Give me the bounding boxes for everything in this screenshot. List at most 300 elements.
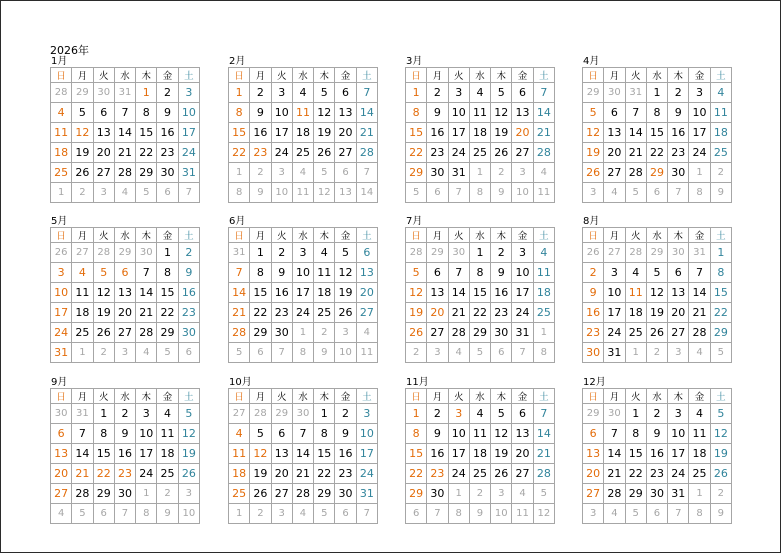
day-cell: 10 <box>271 103 292 123</box>
day-cell-adjacent: 8 <box>136 504 157 524</box>
day-cell: 25 <box>469 464 490 484</box>
week-row <box>51 323 200 343</box>
day-cell: 17 <box>448 444 469 464</box>
day-cell: 30 <box>157 163 178 183</box>
day-cell: 27 <box>93 163 114 183</box>
day-cell: 31 <box>356 484 377 504</box>
day-cell: 1 <box>625 404 646 424</box>
day-cell: 16 <box>271 283 292 303</box>
day-cell-adjacent: 8 <box>292 343 313 363</box>
day-cell: 16 <box>250 123 271 143</box>
day-cell-adjacent: 7 <box>668 504 689 524</box>
month-calendar <box>228 216 378 363</box>
day-cell-adjacent: 3 <box>491 484 512 504</box>
weekday-header: 月 <box>250 68 271 83</box>
day-cell: 12 <box>93 283 114 303</box>
day-cell: 18 <box>469 444 490 464</box>
day-cell: 18 <box>229 464 250 484</box>
day-cell: 12 <box>583 123 604 143</box>
weekday-header: 日 <box>406 389 427 404</box>
day-cell-adjacent: 30 <box>668 243 689 263</box>
day-cell: 8 <box>250 263 271 283</box>
day-cell: 1 <box>710 243 731 263</box>
day-cell: 31 <box>668 484 689 504</box>
day-cell-adjacent: 29 <box>646 243 667 263</box>
month-grid <box>405 227 555 363</box>
weekday-header: 金 <box>689 68 710 83</box>
day-cell-adjacent: 30 <box>93 83 114 103</box>
week-row <box>406 283 555 303</box>
day-cell: 22 <box>250 303 271 323</box>
day-cell: 10 <box>512 263 533 283</box>
day-cell: 25 <box>710 143 731 163</box>
day-cell: 2 <box>178 243 199 263</box>
day-cell: 22 <box>646 143 667 163</box>
weekday-header: 金 <box>689 228 710 243</box>
month-calendar <box>405 56 555 203</box>
week-row <box>406 303 555 323</box>
day-cell-adjacent: 14 <box>356 183 377 203</box>
day-cell: 11 <box>469 424 490 444</box>
day-cell: 27 <box>583 484 604 504</box>
day-cell: 17 <box>178 123 199 143</box>
day-cell: 1 <box>469 243 490 263</box>
week-row <box>229 424 378 444</box>
day-cell: 26 <box>406 323 427 343</box>
month-label: 9月 <box>51 377 68 388</box>
day-cell: 7 <box>72 424 93 444</box>
day-cell: 21 <box>625 143 646 163</box>
month-label: 12月 <box>583 377 606 388</box>
day-cell: 11 <box>51 123 72 143</box>
day-cell: 16 <box>427 444 448 464</box>
day-cell: 29 <box>157 323 178 343</box>
weekday-header-row <box>229 68 378 83</box>
day-cell: 21 <box>356 123 377 143</box>
day-cell: 25 <box>625 323 646 343</box>
weekday-header: 土 <box>356 389 377 404</box>
day-cell: 25 <box>292 143 313 163</box>
day-cell-adjacent: 29 <box>427 243 448 263</box>
day-cell-adjacent: 6 <box>491 343 512 363</box>
day-cell: 8 <box>157 263 178 283</box>
day-cell: 22 <box>314 464 335 484</box>
day-cell: 30 <box>271 323 292 343</box>
day-cell: 8 <box>406 424 427 444</box>
weekday-header: 月 <box>427 389 448 404</box>
week-row <box>51 303 200 323</box>
day-cell: 18 <box>625 303 646 323</box>
day-cell: 9 <box>668 103 689 123</box>
day-cell: 20 <box>512 444 533 464</box>
weekday-header: 火 <box>448 228 469 243</box>
week-row <box>229 404 378 424</box>
day-cell: 15 <box>136 123 157 143</box>
day-cell-adjacent: 9 <box>491 183 512 203</box>
day-cell: 12 <box>72 123 93 143</box>
day-cell: 23 <box>583 323 604 343</box>
day-cell: 3 <box>604 263 625 283</box>
month-grid <box>582 67 732 203</box>
day-cell: 11 <box>533 263 554 283</box>
day-cell-adjacent: 4 <box>604 504 625 524</box>
day-cell: 29 <box>406 484 427 504</box>
weekday-header: 水 <box>292 68 313 83</box>
day-cell: 13 <box>271 444 292 464</box>
day-cell: 5 <box>491 404 512 424</box>
day-cell: 15 <box>314 444 335 464</box>
day-cell: 10 <box>689 103 710 123</box>
day-cell: 19 <box>72 143 93 163</box>
day-cell: 5 <box>250 424 271 444</box>
day-cell: 21 <box>448 303 469 323</box>
week-row <box>229 343 378 363</box>
day-cell: 20 <box>512 123 533 143</box>
day-cell-adjacent: 26 <box>583 243 604 263</box>
weekday-header: 火 <box>271 389 292 404</box>
day-cell: 8 <box>469 263 490 283</box>
weekday-header-row <box>406 389 555 404</box>
day-cell-adjacent: 29 <box>271 404 292 424</box>
day-cell: 12 <box>710 424 731 444</box>
month-label: 3月 <box>406 56 423 67</box>
day-cell: 28 <box>136 323 157 343</box>
day-cell: 11 <box>157 424 178 444</box>
day-cell: 18 <box>292 123 313 143</box>
day-cell-adjacent: 4 <box>51 504 72 524</box>
day-cell: 15 <box>710 283 731 303</box>
day-cell-adjacent: 2 <box>314 323 335 343</box>
day-cell: 29 <box>136 163 157 183</box>
day-cell-adjacent: 9 <box>250 183 271 203</box>
month-calendar <box>582 216 732 363</box>
day-cell: 6 <box>114 263 135 283</box>
month-grid <box>582 227 732 363</box>
day-cell-adjacent: 1 <box>448 484 469 504</box>
weekday-header: 日 <box>583 389 604 404</box>
day-cell: 25 <box>689 464 710 484</box>
day-cell: 29 <box>250 323 271 343</box>
day-cell: 27 <box>51 484 72 504</box>
weekday-header: 水 <box>114 68 135 83</box>
day-cell: 3 <box>292 243 313 263</box>
weekday-header-row <box>406 68 555 83</box>
day-cell: 6 <box>356 243 377 263</box>
week-row <box>229 123 378 143</box>
day-cell: 5 <box>93 263 114 283</box>
weekday-header: 日 <box>406 68 427 83</box>
day-cell: 4 <box>72 263 93 283</box>
weekday-header: 木 <box>668 228 689 243</box>
weekday-header: 日 <box>229 228 250 243</box>
day-cell: 12 <box>335 263 356 283</box>
day-cell-adjacent: 11 <box>512 504 533 524</box>
day-cell: 25 <box>533 303 554 323</box>
day-cell: 8 <box>229 103 250 123</box>
day-cell: 29 <box>625 484 646 504</box>
day-cell: 20 <box>356 283 377 303</box>
day-cell-adjacent: 30 <box>448 243 469 263</box>
day-cell: 27 <box>356 303 377 323</box>
day-cell: 13 <box>668 283 689 303</box>
day-cell: 7 <box>114 103 135 123</box>
week-row <box>406 143 555 163</box>
week-row <box>583 404 732 424</box>
day-cell: 5 <box>406 263 427 283</box>
day-cell: 15 <box>469 283 490 303</box>
day-cell: 18 <box>51 143 72 163</box>
weekday-header: 水 <box>646 68 667 83</box>
day-cell: 20 <box>583 464 604 484</box>
week-row <box>406 444 555 464</box>
weekday-header: 水 <box>114 389 135 404</box>
week-row <box>51 243 200 263</box>
day-cell: 7 <box>356 83 377 103</box>
weekday-header-row <box>583 68 732 83</box>
day-cell: 6 <box>427 263 448 283</box>
week-row <box>51 163 200 183</box>
week-row <box>229 163 378 183</box>
day-cell: 23 <box>427 464 448 484</box>
day-cell-adjacent: 30 <box>604 404 625 424</box>
day-cell: 3 <box>356 404 377 424</box>
day-cell: 26 <box>335 303 356 323</box>
day-cell: 27 <box>427 323 448 343</box>
day-cell-adjacent: 3 <box>583 504 604 524</box>
day-cell: 12 <box>250 444 271 464</box>
day-cell-adjacent: 7 <box>448 183 469 203</box>
day-cell: 24 <box>604 323 625 343</box>
day-cell: 18 <box>157 444 178 464</box>
month-calendar <box>582 56 732 203</box>
day-cell: 27 <box>114 323 135 343</box>
day-cell: 28 <box>533 464 554 484</box>
day-cell-adjacent: 28 <box>93 243 114 263</box>
day-cell: 1 <box>229 83 250 103</box>
week-row <box>229 103 378 123</box>
day-cell: 5 <box>646 263 667 283</box>
day-cell: 9 <box>583 283 604 303</box>
day-cell: 4 <box>469 404 490 424</box>
day-cell-adjacent: 27 <box>229 404 250 424</box>
day-cell-adjacent: 8 <box>229 183 250 203</box>
weekday-header-row <box>51 389 200 404</box>
day-cell: 19 <box>583 143 604 163</box>
day-cell-adjacent: 1 <box>689 163 710 183</box>
day-cell: 2 <box>427 83 448 103</box>
day-cell: 19 <box>710 444 731 464</box>
month-calendar <box>50 377 200 524</box>
week-row <box>229 283 378 303</box>
week-row <box>583 323 732 343</box>
day-cell: 31 <box>178 163 199 183</box>
weekday-header: 月 <box>72 228 93 243</box>
day-cell: 22 <box>406 143 427 163</box>
weekday-header: 月 <box>604 389 625 404</box>
day-cell: 18 <box>314 283 335 303</box>
day-cell: 24 <box>51 323 72 343</box>
day-cell: 11 <box>625 283 646 303</box>
day-cell: 23 <box>335 464 356 484</box>
day-cell: 1 <box>406 404 427 424</box>
day-cell: 30 <box>335 484 356 504</box>
day-cell: 20 <box>604 143 625 163</box>
weekday-header: 日 <box>406 228 427 243</box>
day-cell: 24 <box>448 143 469 163</box>
day-cell: 12 <box>646 283 667 303</box>
day-cell: 10 <box>668 424 689 444</box>
weekday-header: 金 <box>689 389 710 404</box>
day-cell-adjacent: 30 <box>51 404 72 424</box>
day-cell-adjacent: 4 <box>136 343 157 363</box>
day-cell: 13 <box>93 123 114 143</box>
day-cell: 13 <box>51 444 72 464</box>
week-row <box>229 484 378 504</box>
month-label: 7月 <box>406 216 423 227</box>
day-cell: 7 <box>604 424 625 444</box>
day-cell: 13 <box>356 263 377 283</box>
day-cell: 12 <box>406 283 427 303</box>
week-row <box>583 83 732 103</box>
day-cell: 2 <box>646 404 667 424</box>
day-cell: 20 <box>427 303 448 323</box>
month-calendar <box>50 216 200 363</box>
weekday-header: 日 <box>229 68 250 83</box>
day-cell: 7 <box>136 263 157 283</box>
day-cell: 22 <box>136 143 157 163</box>
day-cell-adjacent: 9 <box>710 183 731 203</box>
week-row <box>406 404 555 424</box>
weekday-header-row <box>229 389 378 404</box>
week-row <box>406 484 555 504</box>
weekday-header: 木 <box>136 389 157 404</box>
month-label: 11月 <box>406 377 429 388</box>
day-cell-adjacent: 2 <box>646 343 667 363</box>
weekday-header: 金 <box>512 389 533 404</box>
day-cell: 10 <box>604 283 625 303</box>
day-cell: 6 <box>271 424 292 444</box>
day-cell: 1 <box>406 83 427 103</box>
day-cell-adjacent: 5 <box>533 484 554 504</box>
day-cell-adjacent: 3 <box>583 183 604 203</box>
day-cell: 8 <box>710 263 731 283</box>
day-cell: 25 <box>469 143 490 163</box>
day-cell: 18 <box>469 123 490 143</box>
weekday-header: 土 <box>710 68 731 83</box>
day-cell: 22 <box>229 143 250 163</box>
day-cell: 1 <box>314 404 335 424</box>
day-cell: 20 <box>114 303 135 323</box>
day-cell-adjacent: 10 <box>178 504 199 524</box>
day-cell: 30 <box>583 343 604 363</box>
day-cell: 17 <box>136 444 157 464</box>
day-cell: 13 <box>335 103 356 123</box>
day-cell: 13 <box>427 283 448 303</box>
day-cell: 21 <box>136 303 157 323</box>
month-grid <box>50 67 200 203</box>
day-cell: 10 <box>178 103 199 123</box>
day-cell: 14 <box>292 444 313 464</box>
day-cell-adjacent: 4 <box>533 163 554 183</box>
day-cell-adjacent: 30 <box>292 404 313 424</box>
week-row <box>406 263 555 283</box>
day-cell: 2 <box>114 404 135 424</box>
day-cell: 17 <box>668 444 689 464</box>
day-cell: 13 <box>512 103 533 123</box>
weekday-header: 月 <box>250 228 271 243</box>
day-cell-adjacent: 2 <box>250 163 271 183</box>
day-cell-adjacent: 13 <box>335 183 356 203</box>
week-row <box>229 323 378 343</box>
weekday-header: 日 <box>583 228 604 243</box>
day-cell: 20 <box>51 464 72 484</box>
day-cell: 13 <box>114 283 135 303</box>
day-cell: 24 <box>448 464 469 484</box>
month-grid <box>228 67 378 203</box>
day-cell: 14 <box>72 444 93 464</box>
day-cell-adjacent: 4 <box>114 183 135 203</box>
day-cell: 9 <box>427 424 448 444</box>
week-row <box>51 484 200 504</box>
day-cell: 11 <box>710 103 731 123</box>
week-row <box>406 183 555 203</box>
day-cell-adjacent: 8 <box>689 504 710 524</box>
week-row <box>51 103 200 123</box>
day-cell: 25 <box>157 464 178 484</box>
day-cell: 16 <box>491 283 512 303</box>
day-cell-adjacent: 3 <box>271 504 292 524</box>
day-cell-adjacent: 1 <box>533 323 554 343</box>
day-cell: 7 <box>625 103 646 123</box>
day-cell-adjacent: 5 <box>406 183 427 203</box>
day-cell: 18 <box>72 303 93 323</box>
day-cell: 16 <box>178 283 199 303</box>
weekday-header-row <box>583 389 732 404</box>
weekday-header: 月 <box>427 228 448 243</box>
day-cell: 8 <box>625 424 646 444</box>
day-cell: 18 <box>689 444 710 464</box>
day-cell: 7 <box>448 263 469 283</box>
day-cell-adjacent: 5 <box>229 343 250 363</box>
day-cell: 17 <box>271 123 292 143</box>
day-cell: 28 <box>229 323 250 343</box>
day-cell: 14 <box>229 283 250 303</box>
day-cell-adjacent: 1 <box>689 484 710 504</box>
weekday-header: 金 <box>157 228 178 243</box>
month-label: 10月 <box>229 377 252 388</box>
day-cell-adjacent: 2 <box>406 343 427 363</box>
weekday-header: 水 <box>646 228 667 243</box>
day-cell: 26 <box>93 323 114 343</box>
weekday-header: 火 <box>625 68 646 83</box>
weekday-header: 月 <box>72 68 93 83</box>
day-cell: 14 <box>625 123 646 143</box>
day-cell: 20 <box>335 123 356 143</box>
week-row <box>583 303 732 323</box>
day-cell: 11 <box>469 103 490 123</box>
month-label: 2月 <box>229 56 246 67</box>
day-cell: 10 <box>51 283 72 303</box>
day-cell-adjacent: 11 <box>292 183 313 203</box>
weekday-header: 日 <box>51 389 72 404</box>
day-cell: 25 <box>72 323 93 343</box>
day-cell: 23 <box>271 303 292 323</box>
day-cell: 24 <box>178 143 199 163</box>
weekday-header: 木 <box>668 68 689 83</box>
day-cell: 20 <box>668 303 689 323</box>
day-cell-adjacent: 10 <box>271 183 292 203</box>
day-cell-adjacent: 31 <box>114 83 135 103</box>
